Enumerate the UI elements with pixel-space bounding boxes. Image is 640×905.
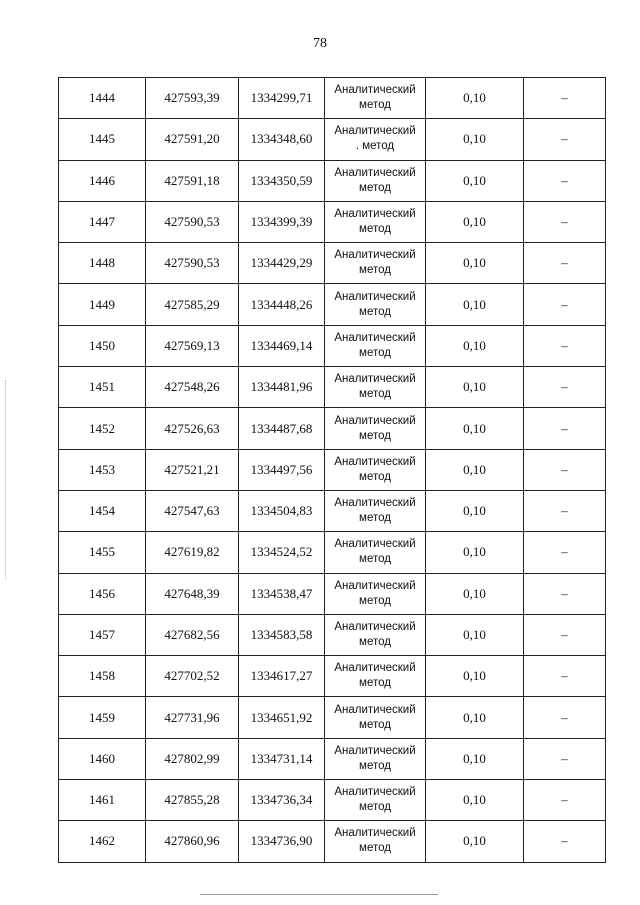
accuracy-cell: 0,10 (426, 201, 524, 242)
point-number-cell: 1462 (59, 821, 146, 862)
table-row (59, 614, 606, 655)
y-coordinate-cell: 1334583,58 (239, 614, 325, 655)
method-line-1: Аналитический (334, 662, 416, 675)
method-line-2: метод (359, 594, 391, 607)
x-coordinate-cell: 427619,82 (146, 532, 239, 573)
table-row (59, 573, 606, 614)
y-coordinate-cell: 1334731,14 (239, 738, 325, 779)
page-number: 78 (313, 36, 327, 51)
method-line-2: метод (359, 677, 391, 690)
point-number-cell: 1445 (59, 119, 146, 160)
method-cell (325, 284, 426, 325)
note-cell: – (524, 738, 606, 779)
point-number-cell: 1457 (59, 614, 146, 655)
method-line-1: Аналитический (334, 579, 416, 592)
footer-rule (200, 894, 438, 895)
x-coordinate-cell: 427547,63 (146, 490, 239, 531)
method-line-2: метод (359, 636, 391, 648)
note-cell: – (524, 780, 606, 821)
x-coordinate-cell: 427802,99 (146, 738, 239, 779)
method-cell (325, 408, 426, 449)
note-cell: – (524, 284, 606, 325)
note-cell: – (524, 614, 606, 655)
note-cell: – (524, 243, 606, 284)
accuracy-cell: 0,10 (426, 243, 524, 284)
method-line-2: метод (359, 99, 391, 112)
y-coordinate-cell: 1334524,52 (239, 532, 325, 573)
method-line-1: Аналитический (334, 166, 416, 179)
method-line-1: Аналитический (334, 290, 416, 303)
table-row (59, 408, 606, 449)
note-cell: – (524, 697, 606, 738)
point-number-cell: 1452 (59, 408, 146, 449)
table-row (59, 656, 606, 697)
note-cell: – (524, 532, 606, 573)
note-cell: – (524, 325, 606, 366)
x-coordinate-cell: 427591,20 (146, 119, 239, 160)
method-line-1: Аналитический (334, 538, 416, 551)
y-coordinate-cell: 1334481,96 (239, 367, 325, 408)
point-number-cell: 1459 (59, 697, 146, 738)
accuracy-cell: 0,10 (426, 821, 524, 862)
method-line-1: Аналитический (334, 497, 416, 510)
method-cell (325, 160, 426, 201)
accuracy-cell: 0,10 (426, 449, 524, 490)
y-coordinate-cell: 1334469,14 (239, 325, 325, 366)
x-coordinate-cell: 427731,96 (146, 697, 239, 738)
y-coordinate-cell: 1334736,34 (239, 780, 325, 821)
method-cell (325, 367, 426, 408)
accuracy-cell: 0,10 (426, 408, 524, 449)
note-cell: – (524, 449, 606, 490)
y-coordinate-cell: 1334429,29 (239, 243, 325, 284)
method-line-2: метод (359, 512, 391, 525)
accuracy-cell: 0,10 (426, 656, 524, 697)
y-coordinate-cell: 1334617,27 (239, 656, 325, 697)
method-line-1: Аналитический (334, 744, 416, 757)
point-number-cell: 1458 (59, 656, 146, 697)
point-number-cell: 1456 (59, 573, 146, 614)
accuracy-cell: 0,10 (426, 573, 524, 614)
method-cell (325, 201, 426, 242)
method-line-2: метод (359, 470, 391, 483)
note-cell: – (524, 573, 606, 614)
method-line-1: Аналитический (334, 249, 416, 262)
y-coordinate-cell: 1334504,83 (239, 490, 325, 531)
method-line-1: Аналитический (334, 703, 416, 716)
x-coordinate-cell: 427860,96 (146, 821, 239, 862)
method-line-2: метод (359, 553, 391, 566)
method-line-1: Аналитический (334, 621, 416, 633)
point-number-cell: 1460 (59, 738, 146, 779)
table-row (59, 243, 606, 284)
table-row (59, 821, 606, 862)
y-coordinate-cell: 1334538,47 (239, 573, 325, 614)
y-coordinate-cell: 1334350,59 (239, 160, 325, 201)
accuracy-cell: 0,10 (426, 614, 524, 655)
method-line-1: Аналитический (334, 455, 416, 468)
table-row (59, 367, 606, 408)
x-coordinate-cell: 427521,21 (146, 449, 239, 490)
method-line-2: метод (359, 801, 391, 814)
method-line-1: Аналитический (334, 84, 416, 97)
y-coordinate-cell: 1334651,92 (239, 697, 325, 738)
note-cell: – (524, 490, 606, 531)
y-coordinate-cell: 1334348,60 (239, 119, 325, 160)
note-cell: – (524, 408, 606, 449)
method-cell (325, 449, 426, 490)
coordinates-table (58, 77, 606, 863)
note-cell: – (524, 78, 606, 119)
method-line-2: метод (359, 718, 391, 731)
x-coordinate-cell: 427682,56 (146, 614, 239, 655)
method-line-2: метод (359, 759, 391, 772)
scan-margin-mark (5, 380, 7, 580)
accuracy-cell: 0,10 (426, 160, 524, 201)
method-cell (325, 738, 426, 779)
accuracy-cell: 0,10 (426, 78, 524, 119)
method-cell (325, 821, 426, 862)
x-coordinate-cell: 427585,29 (146, 284, 239, 325)
point-number-cell: 1449 (59, 284, 146, 325)
y-coordinate-cell: 1334299,71 (239, 78, 325, 119)
accuracy-cell: 0,10 (426, 780, 524, 821)
table-row (59, 738, 606, 779)
table-body (59, 78, 606, 863)
method-cell (325, 490, 426, 531)
note-cell: – (524, 821, 606, 862)
table-row (59, 160, 606, 201)
table-row (59, 449, 606, 490)
note-cell: – (524, 119, 606, 160)
point-number-cell: 1444 (59, 78, 146, 119)
method-line-1: Аналитический (334, 331, 416, 344)
method-cell (325, 697, 426, 738)
method-line-1: Аналитический (334, 786, 416, 799)
table-row (59, 201, 606, 242)
method-line-2: метод (359, 223, 391, 236)
accuracy-cell: 0,10 (426, 325, 524, 366)
method-cell (325, 119, 426, 160)
accuracy-cell: 0,10 (426, 367, 524, 408)
table-row (59, 697, 606, 738)
x-coordinate-cell: 427702,52 (146, 656, 239, 697)
x-coordinate-cell: 427590,53 (146, 201, 239, 242)
y-coordinate-cell: 1334487,68 (239, 408, 325, 449)
method-line-2: метод (359, 429, 391, 442)
x-coordinate-cell: 427526,63 (146, 408, 239, 449)
method-line-1: Аналитический (334, 414, 416, 427)
accuracy-cell: 0,10 (426, 490, 524, 531)
method-line-2: метод (359, 388, 391, 401)
method-line-1: Аналитический (334, 208, 416, 221)
accuracy-cell: 0,10 (426, 738, 524, 779)
method-line-1: Аналитический (334, 827, 416, 840)
table-row (59, 490, 606, 531)
method-cell (325, 532, 426, 573)
x-coordinate-cell: 427648,39 (146, 573, 239, 614)
table-row (59, 325, 606, 366)
accuracy-cell: 0,10 (426, 119, 524, 160)
method-line-2: . метод (355, 140, 395, 153)
point-number-cell: 1454 (59, 490, 146, 531)
point-number-cell: 1455 (59, 532, 146, 573)
x-coordinate-cell: 427548,26 (146, 367, 239, 408)
point-number-cell: 1450 (59, 325, 146, 366)
method-line-2: метод (359, 305, 391, 318)
accuracy-cell: 0,10 (426, 284, 524, 325)
method-line-2: метод (359, 181, 391, 194)
x-coordinate-cell: 427590,53 (146, 243, 239, 284)
note-cell: – (524, 367, 606, 408)
method-cell (325, 614, 426, 655)
table-row (59, 532, 606, 573)
x-coordinate-cell: 427593,39 (146, 78, 239, 119)
x-coordinate-cell: 427569,13 (146, 325, 239, 366)
x-coordinate-cell: 427591,18 (146, 160, 239, 201)
point-number-cell: 1447 (59, 201, 146, 242)
y-coordinate-cell: 1334736,90 (239, 821, 325, 862)
note-cell: – (524, 160, 606, 201)
table-row (59, 78, 606, 119)
point-number-cell: 1446 (59, 160, 146, 201)
table-row (59, 119, 606, 160)
method-cell (325, 573, 426, 614)
method-line-2: метод (359, 264, 391, 277)
table-row (59, 780, 606, 821)
method-cell (325, 243, 426, 284)
note-cell: – (524, 201, 606, 242)
method-cell (325, 656, 426, 697)
method-cell (325, 78, 426, 119)
point-number-cell: 1461 (59, 780, 146, 821)
table-row (59, 284, 606, 325)
point-number-cell: 1448 (59, 243, 146, 284)
x-coordinate-cell: 427855,28 (146, 780, 239, 821)
accuracy-cell: 0,10 (426, 532, 524, 573)
method-line-2: метод (359, 346, 391, 359)
method-line-2: метод (359, 842, 391, 855)
method-line-1: Аналитический (334, 125, 416, 138)
point-number-cell: 1451 (59, 367, 146, 408)
note-cell: – (524, 656, 606, 697)
method-cell (325, 325, 426, 366)
y-coordinate-cell: 1334448,26 (239, 284, 325, 325)
method-cell (325, 780, 426, 821)
y-coordinate-cell: 1334399,39 (239, 201, 325, 242)
point-number-cell: 1453 (59, 449, 146, 490)
y-coordinate-cell: 1334497,56 (239, 449, 325, 490)
method-line-1: Аналитический (334, 373, 416, 386)
accuracy-cell: 0,10 (426, 697, 524, 738)
